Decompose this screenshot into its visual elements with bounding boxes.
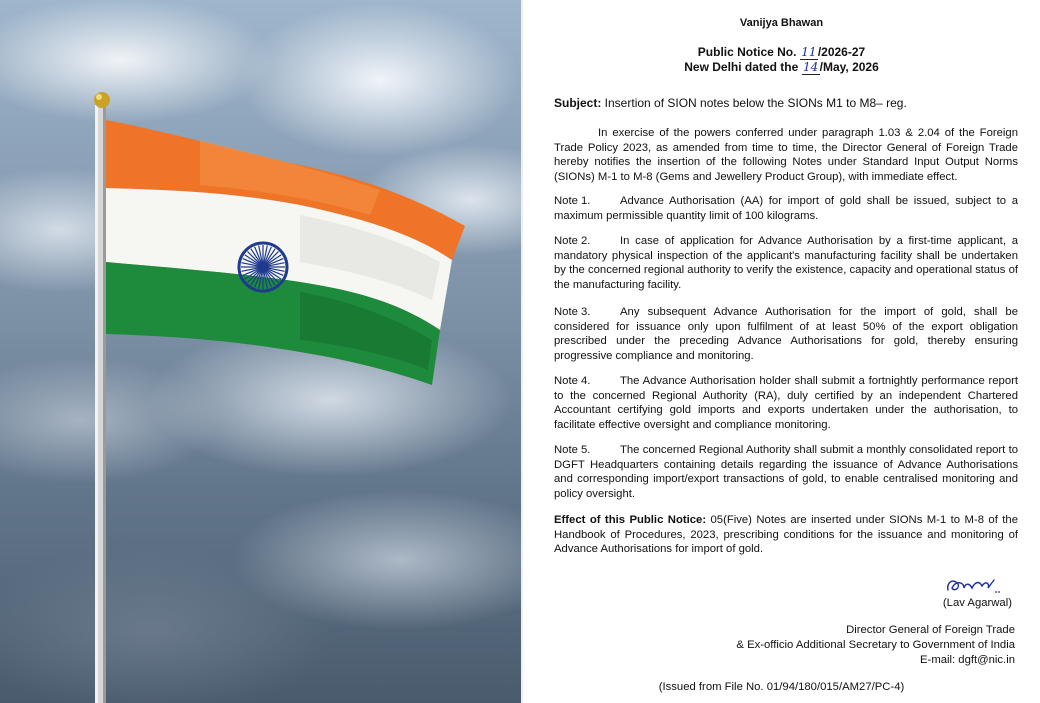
notice-prefix: Public Notice No.: [697, 45, 797, 59]
dated-prefix: New Delhi dated the: [684, 60, 799, 74]
intro-paragraph: In exercise of the powers conferred under paragraph 1.03 & 2.04 of the Foreign Trade Policy 2023, as amended from time to time, the Director General of Foreign Trade hereby notifies the insertion of the following Notes under Standard Input Output Norms (SIONs) M-1 to M-8 (Gems and Jewellery Product Group), with immediate effect.: [554, 127, 1018, 183]
effect-label: Effect of this Public Notice:: [554, 514, 707, 526]
public-notice-document: [523, 0, 1040, 703]
subject-text: Insertion of SION notes below the SIONs M1 to M8– reg.: [601, 96, 907, 110]
note-text: The concerned Regional Authority shall submit a monthly consolidated report to DGFT Headquarters containing details regarding the issuance of Advance Authorisations and corresponding import/export transactions of gold, to enable centralised monitoring and policy oversight.: [554, 444, 1018, 500]
file-reference: (Issued from File No. 01/94/180/015/AM27/PC-4): [658, 681, 905, 693]
office-name: Vanijya Bhawan: [739, 17, 824, 29]
notice-number: [523, 45, 1040, 60]
ashoka-chakra-icon: [239, 243, 287, 291]
handwritten-notice-number: 11: [801, 45, 817, 59]
note-text: The Advance Authorisation holder shall submit a fortnightly performance report to the concerned Regional Authority (RA), duly certified by an independent Chartered Accountant certifying gold imports and exports undertaken under the authorisation, to facilitate effective oversight and compliance monitoring.: [554, 375, 1018, 431]
note-label: Note 5.: [554, 444, 591, 456]
designation-line-2: & Ex-officio Additional Secretary to Government of India: [736, 639, 1015, 651]
notice-suffix: /2026-27: [817, 45, 866, 59]
contact-email: E-mail: dgft@nic.in: [920, 654, 1015, 666]
dated-suffix: /May, 2026: [819, 60, 879, 74]
effect-paragraph: [554, 513, 1018, 557]
note-label: Note 3.: [554, 306, 591, 318]
effect-text: 05(Five) Notes are inserted under SIONs M-1 to M-8 of the Handbook of Procedures, 2023, prescribing conditions for the issuance and monitoring of Advance Authorisations for import of gold.: [554, 514, 1018, 555]
subject-line: [554, 96, 1018, 111]
note-label: Note 4.: [554, 375, 591, 387]
signer-name: (Lav Agarwal): [942, 597, 1012, 609]
note-paragraph: [554, 194, 1018, 223]
note-paragraph: [554, 443, 1018, 501]
subject-label: Subject:: [554, 96, 602, 110]
designation-line-1: Director General of Foreign Trade: [846, 624, 1015, 636]
pole-finial: [94, 92, 110, 108]
handwritten-date: 14: [802, 60, 819, 74]
note-label: Note 2.: [554, 235, 591, 247]
note-paragraph: [554, 234, 1018, 292]
note-text: Advance Authorisation (AA) for import of gold shall be issued, subject to a maximum permissible quantity limit of 100 kilograms.: [554, 195, 1018, 222]
note-label: Note 1.: [554, 195, 591, 207]
note-text: In case of application for Advance Authorisation by a first-time applicant, a mandatory physical inspection of the applicant's manufacturing facility shall be undertaken by the concerned regional authority to verify the existence, capacity and operational status of the manufacturing facility.: [554, 235, 1018, 291]
note-paragraph: [554, 374, 1018, 432]
note-paragraph: [554, 305, 1018, 363]
notice-date: [523, 60, 1040, 75]
note-text: Any subsequent Advance Authorisation for the import of gold, shall be considered for issuance only upon fulfilment of at least 50% of the export obligation prescribed under the preceding Advance Authorisations for gold, thereby ensuring progressive compliance and monitoring.: [554, 306, 1018, 362]
